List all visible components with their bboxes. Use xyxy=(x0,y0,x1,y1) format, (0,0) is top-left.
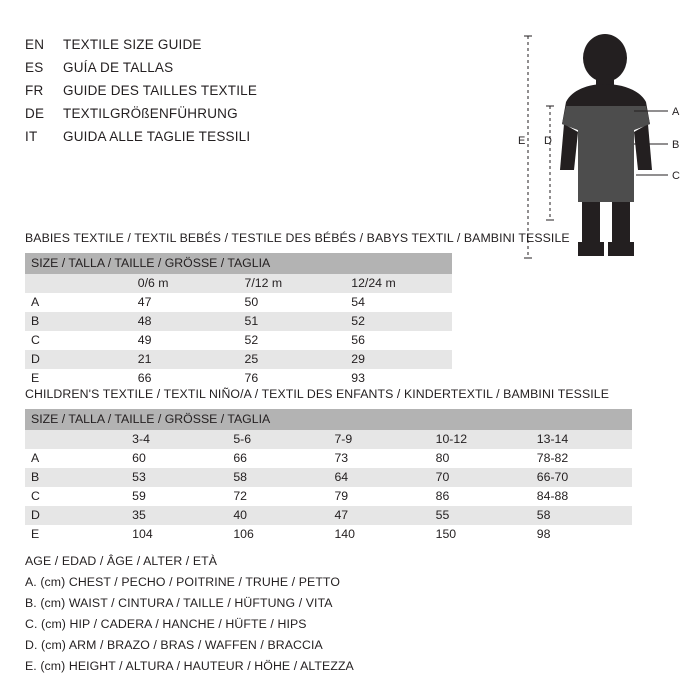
table-row xyxy=(25,369,452,388)
table-head-row xyxy=(25,409,632,430)
legend-line-d: D. (cm) ARM / BRAZO / BRAS / WAFFEN / BRACCIA xyxy=(25,638,323,652)
row-value: 72 xyxy=(227,487,328,506)
row-value: 21 xyxy=(132,350,239,369)
row-value: 40 xyxy=(227,506,328,525)
babies-size-0: 0/6 m xyxy=(132,274,239,293)
table-head-row xyxy=(25,253,452,274)
row-value: 25 xyxy=(239,350,346,369)
row-value: 104 xyxy=(126,525,227,544)
row-value: 35 xyxy=(126,506,227,525)
language-title: TEXTILE SIZE GUIDE xyxy=(63,37,202,52)
row-value: 54 xyxy=(345,293,452,312)
row-value: 140 xyxy=(328,525,429,544)
row-value: 48 xyxy=(132,312,239,331)
row-value: 49 xyxy=(132,331,239,350)
language-title-list xyxy=(25,34,345,149)
row-value: 78-82 xyxy=(531,449,632,468)
language-code: IT xyxy=(25,129,38,144)
legend-line-b: B. (cm) WAIST / CINTURA / TAILLE / HÜFTUNG / VITA xyxy=(25,596,333,610)
row-value: 47 xyxy=(132,293,239,312)
mark-label-a: A xyxy=(672,106,680,118)
row-value: 58 xyxy=(227,468,328,487)
row-value: 29 xyxy=(345,350,452,369)
table-row xyxy=(25,350,452,369)
row-value: 66 xyxy=(132,369,239,388)
row-value: 66-70 xyxy=(531,468,632,487)
row-value: 79 xyxy=(328,487,429,506)
row-value: 59 xyxy=(126,487,227,506)
table-subhead-row xyxy=(25,430,632,449)
row-value: 150 xyxy=(430,525,531,544)
language-title: TEXTILGRÖßENFÜHRUNG xyxy=(63,106,238,121)
row-value: 56 xyxy=(345,331,452,350)
mark-label-b: B xyxy=(672,139,680,151)
children-size-1: 5-6 xyxy=(227,430,328,449)
row-label: A xyxy=(25,293,132,312)
mark-label-d: D xyxy=(544,135,552,147)
row-value: 84-88 xyxy=(531,487,632,506)
row-value: 76 xyxy=(239,369,346,388)
table-row xyxy=(25,468,632,487)
row-label: E xyxy=(25,525,126,544)
table-row xyxy=(25,506,632,525)
babies-section-title: BABIES TEXTILE / TEXTIL BEBÉS / TESTILE DES BÉBÉS / BABYS TEXTIL / BAMBINI TESSILE xyxy=(25,231,570,245)
babies-size-2: 12/24 m xyxy=(345,274,452,293)
row-label: C xyxy=(25,331,132,350)
legend-line-c: C. (cm) HIP / CADERA / HANCHE / HÜFTE / HIPS xyxy=(25,617,307,631)
row-label: B xyxy=(25,312,132,331)
children-head-label: SIZE / TALLA / TAILLE / GRÖSSE / TAGLIA xyxy=(25,409,632,430)
babies-head-label: SIZE / TALLA / TAILLE / GRÖSSE / TAGLIA xyxy=(25,253,452,274)
measurement-legend xyxy=(25,551,665,677)
row-label: D xyxy=(25,350,132,369)
row-label: A xyxy=(25,449,126,468)
language-row xyxy=(25,80,345,101)
row-value: 52 xyxy=(345,312,452,331)
language-code: EN xyxy=(25,37,45,52)
row-value: 70 xyxy=(430,468,531,487)
table-row xyxy=(25,312,452,331)
babies-size-table xyxy=(25,253,452,388)
language-row xyxy=(25,103,345,124)
legend-line-a: A. (cm) CHEST / PECHO / POITRINE / TRUHE / PETTO xyxy=(25,575,340,589)
row-value: 98 xyxy=(531,525,632,544)
children-size-3: 10-12 xyxy=(430,430,531,449)
language-row xyxy=(25,126,345,147)
language-title: GUIDE DES TAILLES TEXTILE xyxy=(63,83,258,98)
legend-line-age: AGE / EDAD / ÂGE / ALTER / ETÀ xyxy=(25,554,218,568)
table-row xyxy=(25,525,632,544)
language-row xyxy=(25,57,345,78)
row-label: E xyxy=(25,369,132,388)
row-value: 52 xyxy=(239,331,346,350)
children-size-0: 3-4 xyxy=(126,430,227,449)
row-value: 66 xyxy=(227,449,328,468)
children-size-2: 7-9 xyxy=(328,430,429,449)
children-section-title: CHILDREN'S TEXTILE / TEXTIL NIÑO/A / TEXTIL DES ENFANTS / KINDERTEXTIL / BAMBINI TESSILE xyxy=(25,387,610,401)
row-value: 55 xyxy=(430,506,531,525)
language-code: DE xyxy=(25,106,45,121)
language-code: FR xyxy=(25,83,44,98)
children-size-section xyxy=(25,387,675,544)
language-title: GUÍA DE TALLAS xyxy=(63,60,174,75)
babies-size-section xyxy=(25,231,675,388)
row-value: 50 xyxy=(239,293,346,312)
babies-size-1: 7/12 m xyxy=(239,274,346,293)
row-label: D xyxy=(25,506,126,525)
language-row xyxy=(25,34,345,55)
row-value: 73 xyxy=(328,449,429,468)
row-value: 60 xyxy=(126,449,227,468)
empty-corner-cell xyxy=(25,430,126,449)
row-value: 86 xyxy=(430,487,531,506)
empty-corner-cell xyxy=(25,274,132,293)
table-subhead-row xyxy=(25,274,452,293)
legend-line-e: E. (cm) HEIGHT / ALTURA / HAUTEUR / HÖHE / ALTEZZA xyxy=(25,659,354,673)
language-code: ES xyxy=(25,60,44,75)
row-value: 58 xyxy=(531,506,632,525)
row-value: 80 xyxy=(430,449,531,468)
row-value: 47 xyxy=(328,506,429,525)
mark-label-e: E xyxy=(518,135,526,147)
row-value: 93 xyxy=(345,369,452,388)
row-label: C xyxy=(25,487,126,506)
row-value: 51 xyxy=(239,312,346,331)
table-row xyxy=(25,331,452,350)
table-row xyxy=(25,293,452,312)
language-title: GUIDA ALLE TAGLIE TESSILI xyxy=(63,129,251,144)
row-value: 64 xyxy=(328,468,429,487)
table-row xyxy=(25,487,632,506)
row-value: 53 xyxy=(126,468,227,487)
children-size-table xyxy=(25,409,632,544)
children-size-4: 13-14 xyxy=(531,430,632,449)
row-value: 106 xyxy=(227,525,328,544)
table-row xyxy=(25,449,632,468)
row-label: B xyxy=(25,468,126,487)
mark-label-c: C xyxy=(672,170,680,182)
